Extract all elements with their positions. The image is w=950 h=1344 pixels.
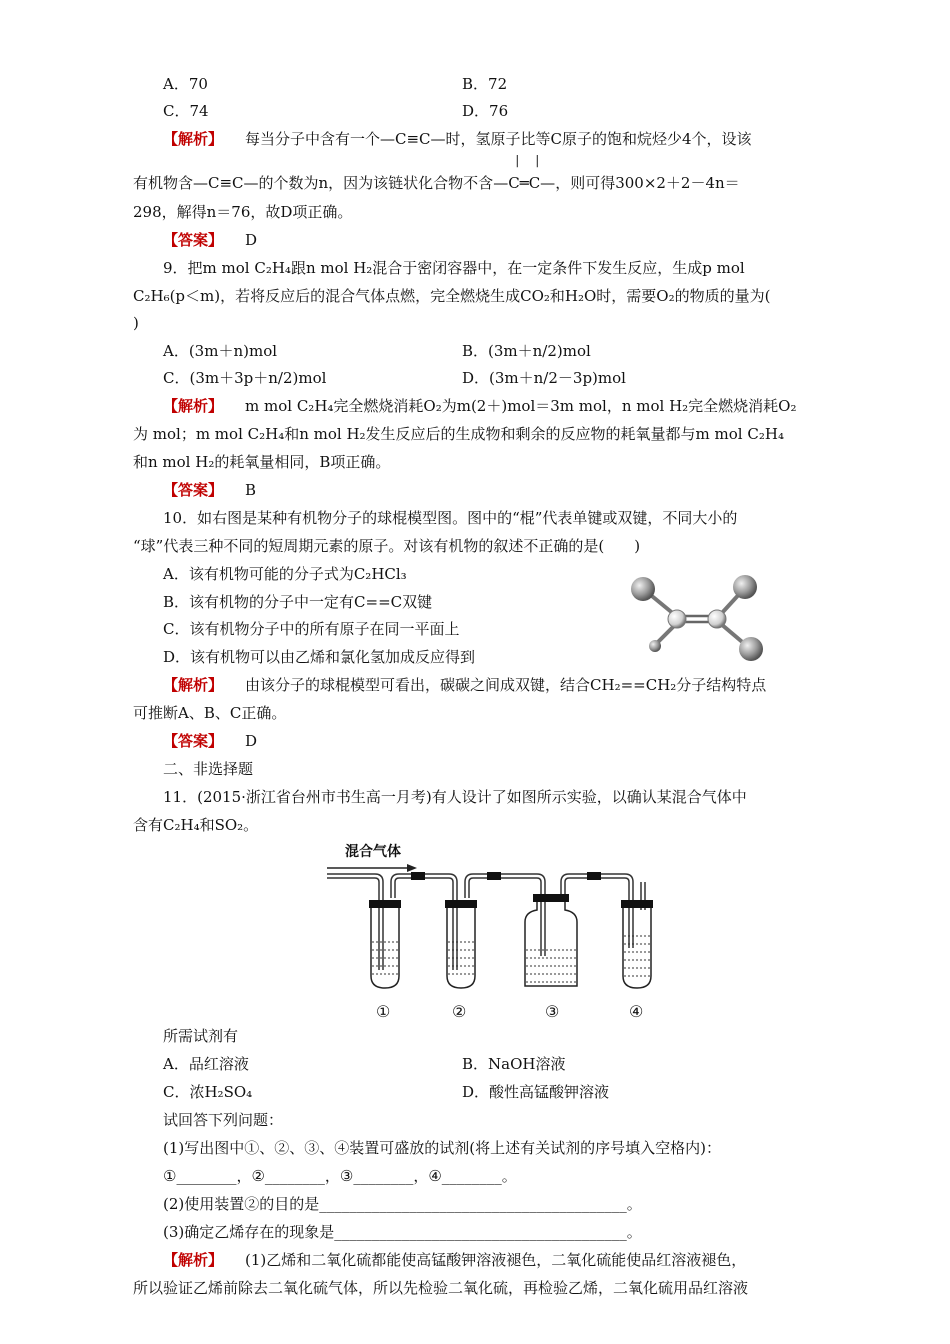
q10-explanation-line-1 bbox=[163, 674, 766, 696]
q10-option-c: C．该有机物分子中的所有原子在同一平面上 bbox=[163, 620, 460, 638]
q11-option-c: C．浓H₂SO₄ bbox=[163, 1083, 253, 1101]
double-bond-structure: | | —C═C— bbox=[493, 153, 556, 192]
q8-explanation-line-3: 298，解得n＝76，故D项正确。 bbox=[133, 203, 353, 221]
q9-stem-line-1: 9．把m mol C₂H₄跟n mol H₂混合于密闭容器中，在一定条件下发生反应，生成p mol bbox=[163, 259, 745, 277]
q11-stem-line-1: 11．(2015·浙江省台州市书生高一月考)有人设计了如图所示实验，以确认某混合气体中 bbox=[163, 788, 747, 806]
carbon-atom-ball bbox=[668, 610, 686, 628]
q11-part-1: (1)写出图中①、②、③、④装置可盛放的试剂(将上述有关试剂的序号填入空格内)： bbox=[163, 1139, 721, 1157]
q10-explanation-line-2: 可推断A、B、C正确。 bbox=[133, 704, 287, 722]
q11-part-1-blanks: ①________，②________，③________，④________。 bbox=[163, 1167, 517, 1185]
apparatus-label-3: ③ bbox=[545, 1002, 560, 1021]
q10-option-a: A．该有机物可能的分子式为C₂HCl₃ bbox=[163, 565, 407, 583]
q11-explanation-line-2: 所以验证乙烯前除去二氧化硫气体，所以先检验二氧化硫，再检验乙烯，二氧化硫用品红溶液 bbox=[133, 1279, 749, 1297]
q11-explanation-line-1 bbox=[163, 1249, 746, 1271]
mixed-gas-label: 混合气体 bbox=[345, 844, 401, 860]
q9-explanation-text-1: m mol C₂H₄完全燃烧消耗O₂为m(2＋)mol＝3m mol，n mol H₂完全燃烧消耗O₂ bbox=[245, 397, 797, 415]
q9-option-d: D．(3m＋n/2－3p)mol bbox=[462, 369, 626, 387]
q9-explanation-line-2: 为 mol；m mol C₂H₄和n mol H₂发生反应后的生成物和剩余的反应物的耗氧量都与m mol C₂H₄ bbox=[133, 425, 784, 443]
small-atom-ball bbox=[649, 640, 661, 652]
explanation-tag: 【解析】 bbox=[163, 676, 224, 694]
q8-option-b: B．72 bbox=[462, 75, 508, 93]
q11-option-a: A．品红溶液 bbox=[163, 1055, 249, 1073]
q11-part-3: (3)确定乙烯存在的现象是_______________________________________。 bbox=[163, 1223, 642, 1241]
q9-explanation-line-3: 和n mol H₂的耗氧量相同，B项正确。 bbox=[133, 453, 391, 471]
q8-option-a: A．70 bbox=[163, 75, 208, 93]
q11-part-2: (2)使用装置②的目的是_________________________________________。 bbox=[163, 1195, 642, 1213]
q9-stem-line-2: C₂H₆(p＜m)，若将反应后的混合气体点燃，完全燃烧生成CO₂和H₂O时，需要O₂的物质的量为( bbox=[133, 287, 771, 305]
q11-reagents-title: 所需试剂有 bbox=[163, 1027, 239, 1045]
answer-tag: 【答案】 bbox=[163, 481, 224, 499]
q8-explanation-line-1 bbox=[163, 128, 752, 150]
q9-option-c: C．(3m＋3p＋n/2)mol bbox=[163, 369, 327, 387]
q8-answer bbox=[163, 229, 257, 251]
test-tube-2 bbox=[445, 900, 477, 988]
q10-option-d: D．该有机物可以由乙烯和氯化氢加成反应得到 bbox=[163, 648, 476, 666]
q11-option-b: B．NaOH溶液 bbox=[462, 1055, 566, 1073]
large-atom-ball bbox=[739, 637, 763, 661]
answer-tag: 【答案】 bbox=[163, 732, 224, 750]
section-heading: 二、非选择题 bbox=[163, 760, 254, 778]
q10-answer-value: D bbox=[245, 732, 258, 750]
ball-and-stick-model-figure bbox=[625, 570, 785, 670]
q8-explanation-text-2b: ，则可得300×2＋2－4n＝ bbox=[555, 174, 740, 192]
rubber-connector bbox=[411, 872, 425, 880]
large-atom-ball bbox=[631, 577, 655, 601]
q9-answer-value: B bbox=[245, 481, 257, 499]
q8-explanation-line-2 bbox=[133, 153, 740, 194]
carbon-atom-ball bbox=[708, 610, 726, 628]
q10-answer bbox=[163, 730, 257, 752]
answer-tag: 【答案】 bbox=[163, 231, 224, 249]
q11-explanation-text-1: (1)乙烯和二氧化硫都能使高锰酸钾溶液褪色，二氧化硫能使品红溶液褪色， bbox=[245, 1251, 747, 1269]
apparatus-label-1: ① bbox=[376, 1002, 391, 1021]
explanation-tag: 【解析】 bbox=[163, 130, 224, 148]
q8-option-c: C．74 bbox=[163, 102, 209, 120]
wash-bottle-3 bbox=[525, 894, 577, 986]
apparatus-label-4: ④ bbox=[629, 1002, 644, 1021]
q10-stem-line-2: “球”代表三种不同的短周期元素的原子。对该有机物的叙述不正确的是( ) bbox=[133, 537, 641, 555]
explanation-tag: 【解析】 bbox=[163, 1251, 224, 1269]
large-atom-ball bbox=[733, 575, 757, 599]
q9-option-b: B．(3m＋n/2)mol bbox=[462, 342, 591, 360]
q8-explanation-text-2a: 有机物含—C≡C—的个数为n，因为该链状化合物不含 bbox=[133, 174, 494, 192]
q8-explanation-text-1: 每当分子中含有一个—C≡C—时，氢原子比等C原子的饱和烷烃少4个，设该 bbox=[245, 130, 752, 148]
test-tube-1 bbox=[369, 900, 401, 988]
test-tube-4 bbox=[621, 900, 653, 988]
q9-answer bbox=[163, 479, 256, 501]
q9-stem-line-3: ) bbox=[133, 314, 139, 332]
q11-stem-line-2: 含有C₂H₄和SO₂。 bbox=[133, 816, 259, 834]
q10-stem-line-1: 10．如右图是某种有机物分子的球棍模型图。图中的“棍”代表单键或双键，不同大小的 bbox=[163, 509, 738, 527]
q10-option-b: B．该有机物的分子中一定有C==C双键 bbox=[163, 593, 433, 611]
explanation-tag: 【解析】 bbox=[163, 397, 224, 415]
gas-washing-apparatus-figure bbox=[325, 838, 665, 1000]
q8-option-d: D．76 bbox=[462, 102, 509, 120]
rubber-connector bbox=[587, 872, 601, 880]
q11-option-d: D．酸性高锰酸钾溶液 bbox=[462, 1083, 610, 1101]
q8-answer-value: D bbox=[245, 231, 258, 249]
q10-explanation-text-1: 由该分子的球棍模型可看出，碳碳之间成双键，结合CH₂==CH₂分子结构特点 bbox=[245, 676, 767, 694]
q11-ask: 试回答下列问题： bbox=[163, 1111, 284, 1129]
q9-option-a: A．(3m＋n)mol bbox=[163, 342, 278, 360]
rubber-connector bbox=[487, 872, 501, 880]
apparatus-label-2: ② bbox=[452, 1002, 467, 1021]
q9-explanation-line-1 bbox=[163, 395, 797, 417]
